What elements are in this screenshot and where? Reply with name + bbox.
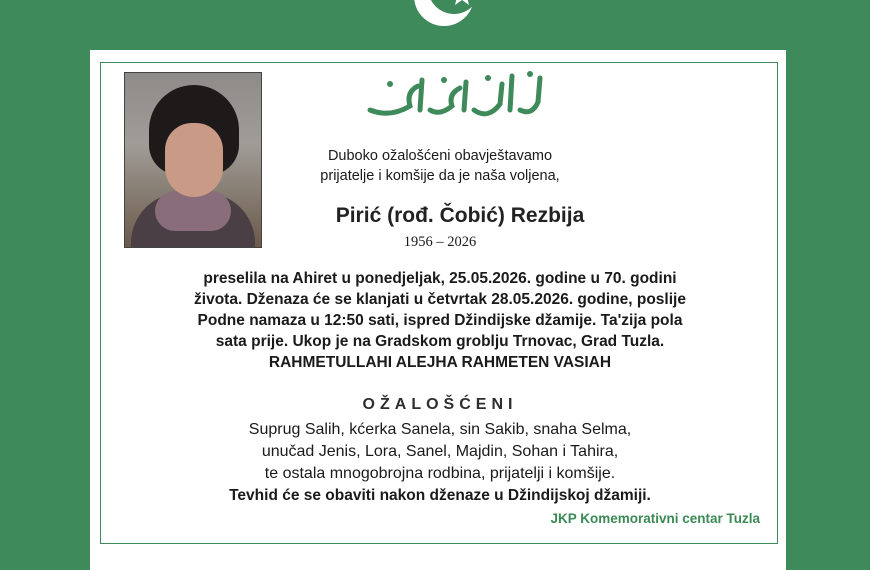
crescent-star-icon bbox=[400, 0, 490, 30]
deceased-name: Pirić (rođ. Čobić) Rezbija bbox=[335, 204, 585, 227]
tevhid-notice: Tevhid će se obaviti nakon dženaze u Džindijskoj džamiji. bbox=[229, 487, 651, 504]
mourners-line-2: unučad Jenis, Lora, Sanel, Majdin, Sohan i Tahira, bbox=[261, 443, 619, 460]
mourners-line-1: Suprug Salih, kćerka Sanela, sin Sakib, snaha Selma, bbox=[248, 421, 632, 438]
intro-line-1: Duboko ožalošćeni obavještavamo bbox=[327, 148, 553, 164]
announcement-line-2: života. Dženaza će se klanjati u četvrtak 28.05.2026. godine, poslije bbox=[194, 291, 686, 308]
announcement-line-5: RAHMETULLAHI ALEJHA RAHMETEN VASIAH bbox=[268, 354, 612, 371]
mourners-list bbox=[150, 419, 730, 485]
footer-organization: JKP Komemorativni centar Tuzla bbox=[550, 511, 760, 526]
arabic-calligraphy-icon bbox=[360, 66, 550, 124]
intro-text bbox=[270, 146, 610, 186]
announcement-line-3: Podne namaza u 12:50 sati, ispred Džindijske džamije. Ta'zija pola bbox=[197, 312, 683, 329]
announcement-text bbox=[120, 268, 760, 373]
deceased-years: 1956 – 2026 bbox=[403, 234, 477, 250]
mourners-line-3: te ostala mnogobrojna rodbina, prijatelji i komšije. bbox=[264, 465, 616, 482]
intro-line-2: prijatelje i komšije da je naša voljena, bbox=[320, 168, 560, 184]
announcement-line-4: sata prije. Ukop je na Gradskom groblju Trnovac, Grad Tuzla. bbox=[215, 333, 665, 350]
mourners-heading: OŽALOŠĆENI bbox=[362, 396, 518, 413]
announcement-line-1: preselila na Ahiret u ponedjeljak, 25.05.2026. godine u 70. godini bbox=[203, 270, 677, 287]
portrait-photo bbox=[124, 72, 262, 248]
